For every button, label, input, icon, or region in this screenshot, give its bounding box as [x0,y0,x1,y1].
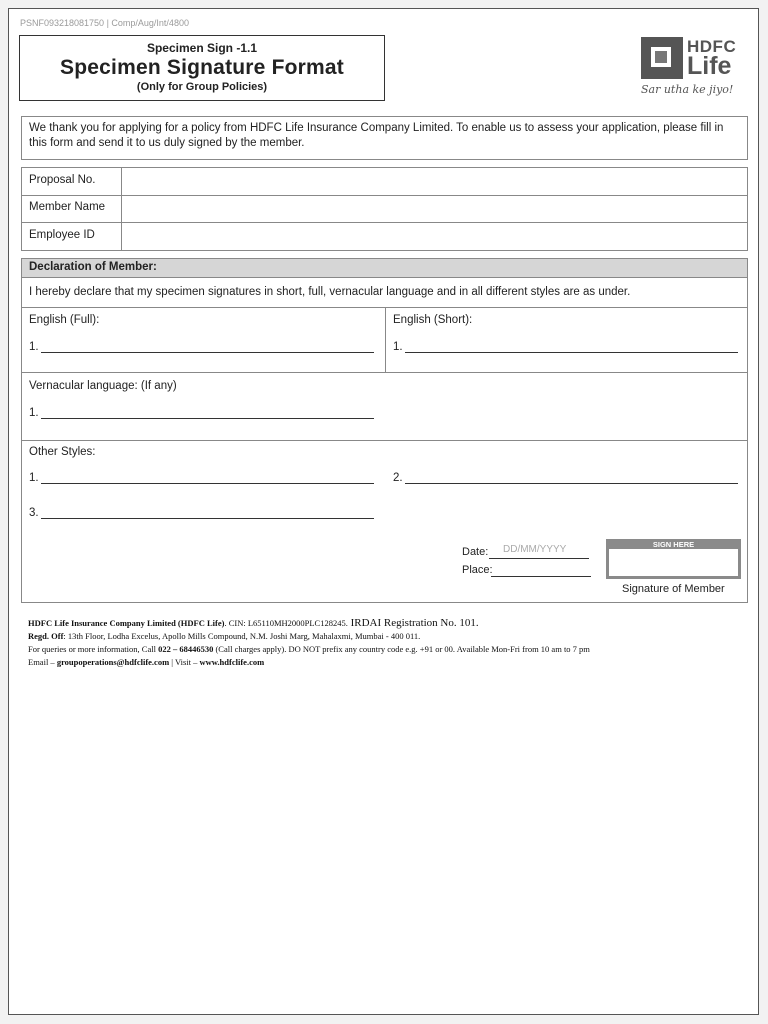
declaration-heading: Declaration of Member: [22,259,747,277]
member-name-label: Member Name [29,201,106,213]
declaration-section [21,258,748,603]
employee-id-label: Employee ID [29,229,95,241]
footer-queries-line: For queries or more information, Call 022 – 68446530 (Call charges apply). DO NOT prefix any country code e.g. +91 or 00. Available Mon-Fri from 10 am to 7 pm [28,644,590,654]
sign-here-box[interactable] [606,539,741,579]
other-style-3-signature-line[interactable]: 3. [29,507,374,519]
sign-here-label: SIGN HERE [652,540,695,549]
footer-company-line: HDFC Life Insurance Company Limited (HDFC Life). CIN: L65110MH2000PLC128245. IRDAI Registration No. 101. [28,617,479,629]
hdfc-life-logo [641,37,745,101]
date-field[interactable]: DD/MM/YYYY [503,544,567,555]
proposal-no-row [22,168,747,196]
signature-caption: Signature of Member [622,583,725,595]
vernacular-label: Vernacular language: (If any) [29,380,177,392]
english-full-signature-line[interactable]: 1. [29,341,374,353]
other-styles-label: Other Styles: [29,446,96,458]
form-page [8,8,759,1015]
logo-text-life: Life [687,52,732,80]
form-title: Specimen Signature Format [60,56,344,79]
english-short-label: English (Short): [393,314,473,326]
form-note: (Only for Group Policies) [136,81,268,93]
place-label: Place: [462,564,493,576]
form-subtitle: Specimen Sign -1.1 [146,41,258,55]
member-details-table [21,167,748,251]
place-field[interactable] [491,576,591,577]
english-short-signature-line[interactable]: 1. [393,341,738,353]
logo-square-icon [641,37,683,79]
date-label: Date: [462,546,489,558]
footer-contact-line: Email – groupoperations@hdfclife.com | Visit – www.hdfclife.com [28,657,265,667]
footer-address-line: Regd. Off: 13th Floor, Lodha Excelus, Apollo Mills Compound, N.M. Joshi Marg, Mahalaxmi, Mumbai - 400 011. [28,631,421,641]
footer [28,617,590,669]
email-link[interactable]: groupoperations@hdfclife.com [56,657,170,667]
vernacular-signature-line[interactable]: 1. [29,407,374,419]
employee-id-row [22,223,747,250]
english-full-label: English (Full): [29,314,100,326]
logo-tagline: Sar utha ke jiyo! [641,83,734,96]
website-link[interactable]: www.hdfclife.com [199,657,265,667]
intro-text: We thank you for applying for a policy from HDFC Life Insurance Company Limited. To enable us to assess your application, please fill in this form and send it to us duly signed by the member. [21,116,748,160]
declaration-text: I hereby declare that my specimen signatures in short, full, vernacular language and in all different styles are as under. [29,286,631,298]
title-box [19,35,385,101]
other-style-1-signature-line[interactable]: 1. [29,472,374,484]
other-style-2-signature-line[interactable]: 2. [393,472,738,484]
logo-text-hdfc: HDFC [687,37,737,56]
document-code: PSNF093218081750 | Comp/Aug/Int/4800 [20,18,189,28]
member-name-row [22,195,747,223]
signature-area[interactable] [609,549,738,576]
proposal-no-label: Proposal No. [29,174,96,186]
